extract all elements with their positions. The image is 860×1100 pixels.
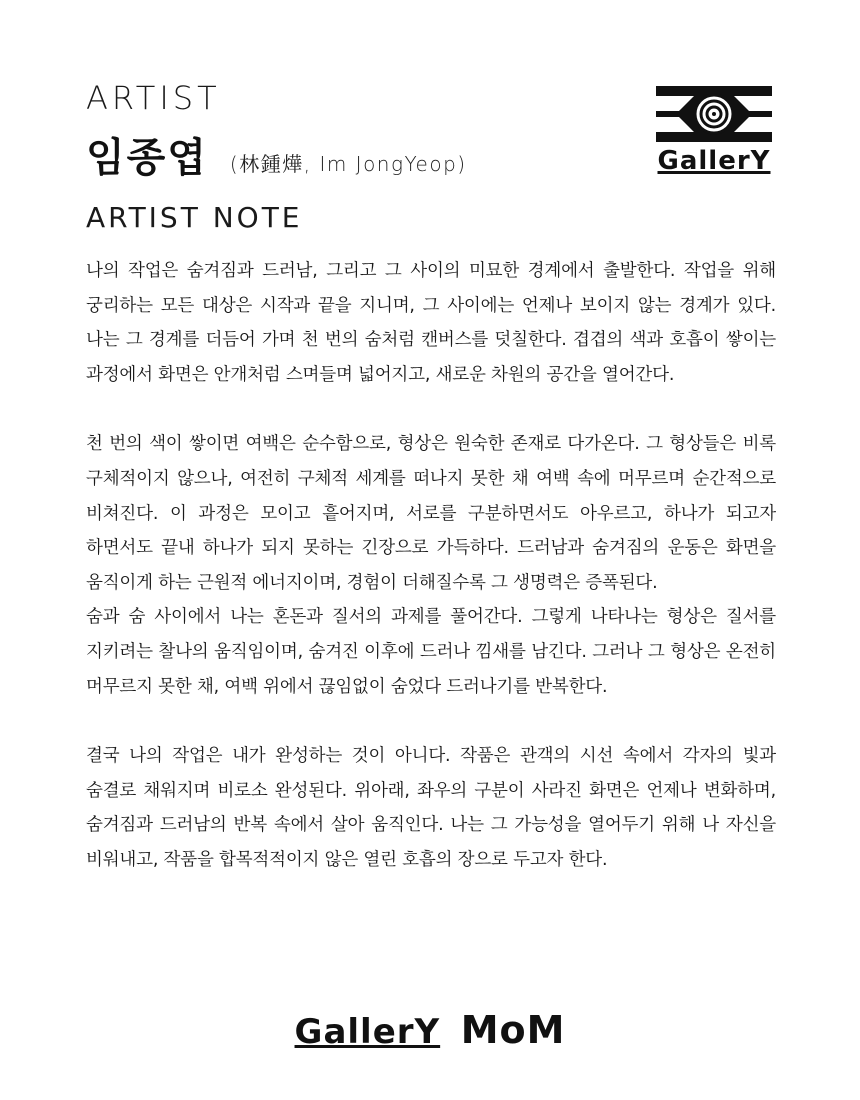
note-paragraph-2: 천 번의 색이 쌓이면 여백은 순수함으로, 형상은 원숙한 존재로 다가온다. 그 형상들은 비록 구체적이지 않으나, 여전히 구체적 세계를 떠나지 못한 채 여백 속에 머무르며 순간적으로 비쳐진다. 이 과정은 모이고 흩어지며, 서로를 구분하면서도 아우르고, 하나가 되고자 하면서도 끝내 하나가 되지 못하는 긴장으로 가득하다. 드러남과 숨겨짐의 운동은 화면을 움직이게 하는 근원적 에너지이며, 경험이 더해질수록 그 생명력은 증폭된다.	[86, 434, 776, 593]
gallery-logo-text: GallerY	[657, 146, 771, 176]
artist-note-body	[86, 254, 776, 878]
artist-row	[86, 126, 467, 182]
footer-gallery-logo	[0, 1008, 860, 1052]
artist-name: 임종엽	[86, 135, 208, 181]
artist-label: ARTIST	[86, 79, 221, 117]
gallery-logo	[652, 84, 776, 180]
footer-mom-word: MoM	[460, 1008, 566, 1052]
artist-note-heading: ARTIST NOTE	[86, 201, 303, 234]
gallery-mark-icon	[652, 84, 776, 144]
note-paragraph-3: 숨과 숨 사이에서 나는 혼돈과 질서의 과제를 풀어간다. 그렇게 나타나는 형상은 질서를 지키려는 찰나의 움직임이며, 숨겨진 이후에 드러나 낌새를 남긴다. 그러나 그 형상은 온전히 머무르지 못한 채, 여백 위에서 끊임없이 숨었다 드러나기를 반복한다.	[86, 607, 776, 697]
artist-name-subtitle: (林鍾燁, Im JongYeop)	[229, 152, 467, 176]
gallery-logo-word	[652, 146, 776, 176]
note-paragraph-1: 나의 작업은 숨겨짐과 드러남, 그리고 그 사이의 미묘한 경계에서 출발한다. 작업을 위해 궁리하는 모든 대상은 시작과 끝을 지니며, 그 사이에는 언제나 보이지 않는 경계가 있다. 나는 그 경계를 더듬어 가며 천 번의 숨처럼 캔버스를 덧칠한다. 겹겹의 색과 호흡이 쌓이는 과정에서 화면은 안개처럼 스며들며 넓어지고, 새로운 차원의 공간을 열어간다.	[86, 261, 776, 385]
note-paragraph-4: 결국 나의 작업은 내가 완성하는 것이 아니다. 작품은 관객의 시선 속에서 각자의 빛과 숨결로 채워지며 비로소 완성된다. 위아래, 좌우의 구분이 사라진 화면은 언제나 변화하며, 숨겨짐과 드러남의 반복 속에서 살아 움직인다. 나는 그 가능성을 열어두기 위해 나 자신을 비워내고, 작품을 합목적적이지 않은 열린 호흡의 장으로 두고자 한다.	[86, 746, 776, 870]
footer-gallery-word: GallerY	[294, 1012, 441, 1052]
